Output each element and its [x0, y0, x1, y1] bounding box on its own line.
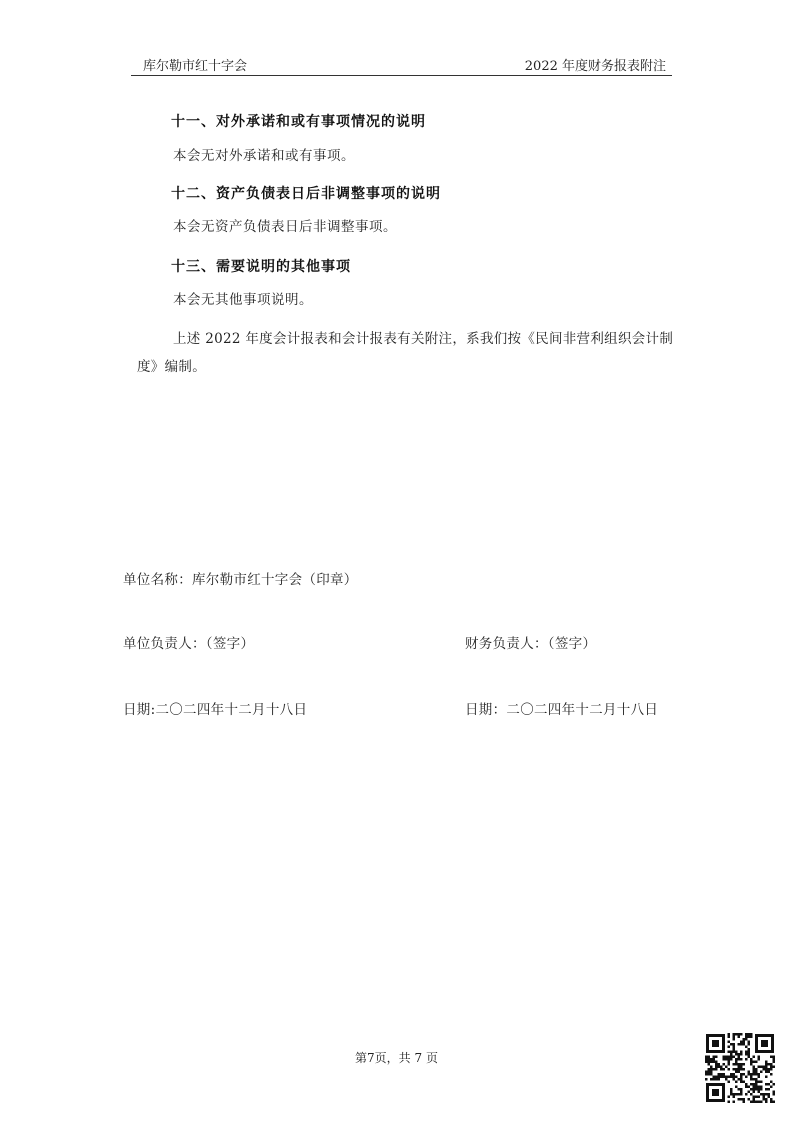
qr-module	[755, 1081, 758, 1084]
qr-module	[710, 1068, 713, 1071]
qr-module	[718, 1063, 721, 1066]
qr-module	[745, 1093, 748, 1096]
qr-module	[728, 1033, 731, 1036]
unit-name-line: 单位名称：库尔勒市红十字会（印章）	[123, 572, 358, 588]
qr-module	[755, 1061, 758, 1064]
qr-module	[730, 1056, 733, 1059]
qr-module	[715, 1066, 718, 1069]
qr-module	[750, 1093, 753, 1096]
qr-module	[738, 1058, 741, 1061]
qr-module	[753, 1061, 756, 1064]
qr-module	[758, 1058, 761, 1061]
qr-module	[733, 1056, 736, 1059]
qr-module	[768, 1096, 771, 1099]
qr-module	[728, 1056, 731, 1059]
qr-module	[758, 1086, 761, 1089]
qr-module	[765, 1098, 768, 1101]
qr-module	[728, 1068, 731, 1071]
qr-module	[765, 1083, 768, 1086]
qr-module	[750, 1058, 753, 1061]
qr-module	[748, 1043, 751, 1046]
qr-module	[725, 1076, 728, 1079]
qr-module	[760, 1086, 763, 1089]
qr-module	[733, 1101, 736, 1104]
qr-module	[768, 1093, 771, 1096]
qr-module	[768, 1071, 771, 1074]
qr-module	[755, 1096, 758, 1099]
qr-module	[770, 1063, 773, 1066]
date-right: 日期：二〇二四年十二月十八日	[465, 702, 659, 718]
qr-module	[750, 1083, 753, 1086]
qr-module	[713, 1056, 716, 1059]
qr-module	[710, 1078, 713, 1081]
qr-module	[770, 1066, 773, 1069]
qr-module	[723, 1056, 726, 1059]
qr-module	[723, 1063, 726, 1066]
qr-module	[710, 1073, 713, 1076]
qr-module	[743, 1098, 746, 1101]
qr-module	[745, 1038, 748, 1041]
qr-module	[750, 1061, 753, 1064]
qr-module	[725, 1058, 728, 1061]
qr-module	[758, 1073, 761, 1076]
qr-module	[738, 1066, 741, 1069]
qr-module	[768, 1083, 771, 1086]
qr-module	[748, 1033, 751, 1036]
page-number: 第7页，共 7 页	[355, 1051, 438, 1065]
qr-module	[750, 1036, 753, 1039]
qr-module	[765, 1101, 768, 1104]
qr-module	[740, 1081, 743, 1084]
qr-module	[708, 1068, 711, 1071]
qr-module	[745, 1036, 748, 1039]
section-13-title: 十三、需要说明的其他事项	[171, 259, 351, 275]
qr-module	[753, 1101, 756, 1104]
qr-module	[740, 1051, 743, 1054]
qr-code-icon	[705, 1033, 775, 1103]
qr-module	[755, 1071, 758, 1074]
qr-module	[763, 1098, 766, 1101]
qr-module	[728, 1096, 731, 1099]
qr-module	[715, 1076, 718, 1079]
qr-module	[733, 1043, 736, 1046]
qr-module	[773, 1101, 776, 1104]
qr-module	[770, 1056, 773, 1059]
qr-module	[735, 1093, 738, 1096]
qr-module	[733, 1033, 736, 1036]
qr-module	[760, 1093, 763, 1096]
qr-module	[770, 1101, 773, 1104]
qr-module	[715, 1056, 718, 1059]
qr-module	[728, 1046, 731, 1049]
qr-module	[733, 1078, 736, 1081]
qr-module	[738, 1071, 741, 1074]
qr-module	[770, 1086, 773, 1089]
qr-module	[735, 1086, 738, 1089]
qr-module	[740, 1066, 743, 1069]
finance-head-signature: 财务负责人：（签字）	[465, 636, 597, 652]
qr-module	[725, 1078, 728, 1081]
qr-module	[773, 1093, 776, 1096]
qr-module	[773, 1066, 776, 1069]
qr-module	[733, 1093, 736, 1096]
qr-module	[745, 1051, 748, 1054]
qr-module	[753, 1088, 756, 1091]
qr-module	[730, 1073, 733, 1076]
qr-module	[743, 1041, 746, 1044]
qr-module	[715, 1068, 718, 1071]
qr-module	[735, 1063, 738, 1066]
qr-module	[728, 1063, 731, 1066]
qr-module	[748, 1098, 751, 1101]
qr-module	[743, 1081, 746, 1084]
qr-module	[708, 1061, 711, 1064]
qr-module	[708, 1071, 711, 1074]
section-13-body: 本会无其他事项说明。	[173, 292, 313, 308]
qr-module	[718, 1066, 721, 1069]
qr-module	[770, 1081, 773, 1084]
qr-module	[740, 1078, 743, 1081]
qr-module	[760, 1071, 763, 1074]
qr-module	[728, 1058, 731, 1061]
qr-module	[735, 1068, 738, 1071]
qr-module	[760, 1088, 763, 1091]
qr-module	[740, 1076, 743, 1079]
qr-module	[755, 1083, 758, 1086]
qr-module	[763, 1068, 766, 1071]
qr-module	[753, 1098, 756, 1101]
qr-module	[735, 1076, 738, 1079]
qr-module	[773, 1058, 776, 1061]
qr-module	[740, 1088, 743, 1091]
qr-module	[705, 1056, 708, 1059]
qr-module	[773, 1083, 776, 1086]
qr-module	[765, 1066, 768, 1069]
qr-module	[745, 1076, 748, 1079]
qr-module	[705, 1058, 708, 1061]
qr-module	[773, 1061, 776, 1064]
qr-module	[760, 1101, 763, 1104]
qr-module	[738, 1056, 741, 1059]
qr-module	[740, 1091, 743, 1094]
qr-module	[755, 1068, 758, 1071]
qr-module	[758, 1096, 761, 1099]
qr-module	[708, 1058, 711, 1061]
qr-module	[733, 1073, 736, 1076]
qr-module	[748, 1051, 751, 1054]
qr-module	[735, 1058, 738, 1061]
qr-module	[728, 1061, 731, 1064]
qr-module	[723, 1058, 726, 1061]
qr-module	[745, 1058, 748, 1061]
qr-module	[748, 1091, 751, 1094]
qr-module	[740, 1043, 743, 1046]
qr-module	[740, 1093, 743, 1096]
qr-module	[765, 1093, 768, 1096]
qr-module	[713, 1076, 716, 1079]
qr-module	[738, 1098, 741, 1101]
qr-module	[720, 1068, 723, 1071]
section-11-body: 本会无对外承诺和或有事项。	[173, 148, 355, 164]
qr-module	[758, 1088, 761, 1091]
qr-module	[708, 1073, 711, 1076]
qr-module	[715, 1078, 718, 1081]
qr-module	[768, 1088, 771, 1091]
section-12-title: 十二、资产负债表日后非调整事项的说明	[171, 186, 441, 202]
qr-module	[725, 1066, 728, 1069]
qr-module	[730, 1058, 733, 1061]
header-doc-title: 2022 年度财务报表附注	[524, 59, 666, 74]
qr-module	[718, 1076, 721, 1079]
qr-module	[745, 1053, 748, 1056]
qr-module	[705, 1071, 708, 1074]
qr-module	[773, 1056, 776, 1059]
qr-module	[748, 1086, 751, 1089]
unit-head-signature: 单位负责人：（签字）	[123, 636, 255, 652]
qr-module	[753, 1096, 756, 1099]
qr-module	[738, 1063, 741, 1066]
qr-module	[765, 1068, 768, 1071]
qr-module	[745, 1086, 748, 1089]
qr-module	[735, 1061, 738, 1064]
qr-module	[745, 1033, 748, 1036]
qr-module	[743, 1038, 746, 1041]
qr-module	[743, 1073, 746, 1076]
qr-module	[740, 1033, 743, 1036]
qr-module	[730, 1076, 733, 1079]
qr-module	[743, 1063, 746, 1066]
qr-module	[705, 1061, 708, 1064]
qr-module	[753, 1086, 756, 1089]
qr-module	[730, 1043, 733, 1046]
qr-module	[765, 1088, 768, 1091]
qr-module	[750, 1088, 753, 1091]
qr-module	[728, 1036, 731, 1039]
qr-module	[733, 1076, 736, 1079]
qr-module	[713, 1078, 716, 1081]
qr-module	[710, 1058, 713, 1061]
qr-module	[710, 1066, 713, 1069]
qr-module	[738, 1036, 741, 1039]
qr-module	[750, 1073, 753, 1076]
qr-module	[738, 1053, 741, 1056]
date-left: 日期:二〇二四年十二月十八日	[123, 702, 308, 718]
qr-module	[728, 1041, 731, 1044]
qr-module	[723, 1076, 726, 1079]
qr-module	[773, 1091, 776, 1094]
qr-module	[733, 1051, 736, 1054]
section-12-body: 本会无资产负债表日后非调整事项。	[173, 219, 397, 235]
qr-module	[758, 1081, 761, 1084]
qr-module	[738, 1088, 741, 1091]
qr-module	[770, 1098, 773, 1101]
qr-module	[748, 1056, 751, 1059]
qr-module	[733, 1036, 736, 1039]
qr-module	[750, 1063, 753, 1066]
qr-module	[725, 1056, 728, 1059]
qr-module	[730, 1088, 733, 1091]
qr-module	[710, 1071, 713, 1074]
qr-module	[755, 1086, 758, 1089]
qr-module	[758, 1076, 761, 1079]
qr-module	[740, 1068, 743, 1071]
qr-module	[733, 1038, 736, 1041]
qr-module	[710, 1061, 713, 1064]
qr-module	[760, 1066, 763, 1069]
qr-module	[765, 1071, 768, 1074]
qr-module	[708, 1063, 711, 1066]
qr-module	[740, 1073, 743, 1076]
qr-module	[750, 1078, 753, 1081]
qr-module	[765, 1063, 768, 1066]
qr-module	[718, 1078, 721, 1081]
qr-module	[738, 1068, 741, 1071]
qr-module	[730, 1051, 733, 1054]
qr-module	[715, 1063, 718, 1066]
qr-module	[748, 1041, 751, 1044]
qr-module	[758, 1056, 761, 1059]
qr-module	[728, 1051, 731, 1054]
qr-module	[763, 1093, 766, 1096]
qr-module	[713, 1058, 716, 1061]
qr-module	[735, 1051, 738, 1054]
qr-module	[735, 1033, 738, 1036]
qr-module	[708, 1056, 711, 1059]
qr-module	[738, 1033, 741, 1036]
qr-module	[750, 1076, 753, 1079]
qr-module	[743, 1068, 746, 1071]
qr-module	[748, 1073, 751, 1076]
qr-module	[765, 1061, 768, 1064]
closing-statement: 上述 2022 年度会计报表和会计报表有关附注，系我们按《民间非营利组织会计制度》编制。	[137, 331, 674, 375]
qr-module	[760, 1081, 763, 1084]
qr-module	[740, 1063, 743, 1066]
qr-module	[705, 1078, 708, 1081]
qr-module	[753, 1078, 756, 1081]
qr-module	[750, 1033, 753, 1036]
qr-module	[733, 1096, 736, 1099]
qr-module	[768, 1063, 771, 1066]
qr-module	[743, 1101, 746, 1104]
qr-module	[758, 1066, 761, 1069]
qr-module	[720, 1076, 723, 1079]
qr-module	[753, 1073, 756, 1076]
qr-module	[748, 1053, 751, 1056]
qr-module	[720, 1066, 723, 1069]
qr-module	[715, 1061, 718, 1064]
qr-module	[735, 1053, 738, 1056]
qr-module	[748, 1071, 751, 1074]
qr-module	[738, 1043, 741, 1046]
qr-module	[735, 1071, 738, 1074]
qr-module	[753, 1068, 756, 1071]
qr-module	[705, 1073, 708, 1076]
qr-module	[733, 1068, 736, 1071]
qr-module	[765, 1076, 768, 1079]
qr-module	[753, 1066, 756, 1069]
qr-module	[740, 1058, 743, 1061]
qr-module	[763, 1066, 766, 1069]
section-11-title: 十一、对外承诺和或有事项情况的说明	[171, 114, 426, 130]
qr-module	[728, 1076, 731, 1079]
qr-module	[753, 1071, 756, 1074]
qr-module	[720, 1073, 723, 1076]
qr-module	[730, 1053, 733, 1056]
qr-module	[733, 1046, 736, 1049]
qr-module	[753, 1083, 756, 1086]
qr-module	[738, 1093, 741, 1096]
qr-module	[735, 1081, 738, 1084]
qr-module	[753, 1056, 756, 1059]
qr-module	[768, 1068, 771, 1071]
header-org-name: 库尔勒市红十字会	[143, 59, 248, 74]
qr-module	[730, 1091, 733, 1094]
qr-module	[740, 1053, 743, 1056]
qr-module	[770, 1068, 773, 1071]
qr-module	[755, 1088, 758, 1091]
qr-module	[770, 1073, 773, 1076]
qr-module	[733, 1048, 736, 1051]
qr-module	[745, 1046, 748, 1049]
qr-module	[758, 1091, 761, 1094]
qr-module	[718, 1073, 721, 1076]
qr-module	[763, 1096, 766, 1099]
qr-module	[728, 1081, 731, 1084]
qr-module	[713, 1068, 716, 1071]
qr-module	[758, 1101, 761, 1104]
qr-module	[755, 1073, 758, 1076]
qr-module	[723, 1068, 726, 1071]
qr-module	[738, 1078, 741, 1081]
qr-module	[745, 1083, 748, 1086]
qr-module	[733, 1063, 736, 1066]
qr-module	[748, 1036, 751, 1039]
qr-module	[730, 1093, 733, 1096]
qr-module	[755, 1078, 758, 1081]
header-divider	[131, 75, 672, 76]
qr-module	[753, 1091, 756, 1094]
qr-module	[723, 1073, 726, 1076]
qr-module	[755, 1101, 758, 1104]
qr-module	[713, 1061, 716, 1064]
qr-module	[743, 1043, 746, 1046]
qr-module	[740, 1098, 743, 1101]
qr-module	[740, 1041, 743, 1044]
qr-module	[728, 1101, 731, 1104]
qr-module	[748, 1048, 751, 1051]
qr-module	[750, 1101, 753, 1104]
